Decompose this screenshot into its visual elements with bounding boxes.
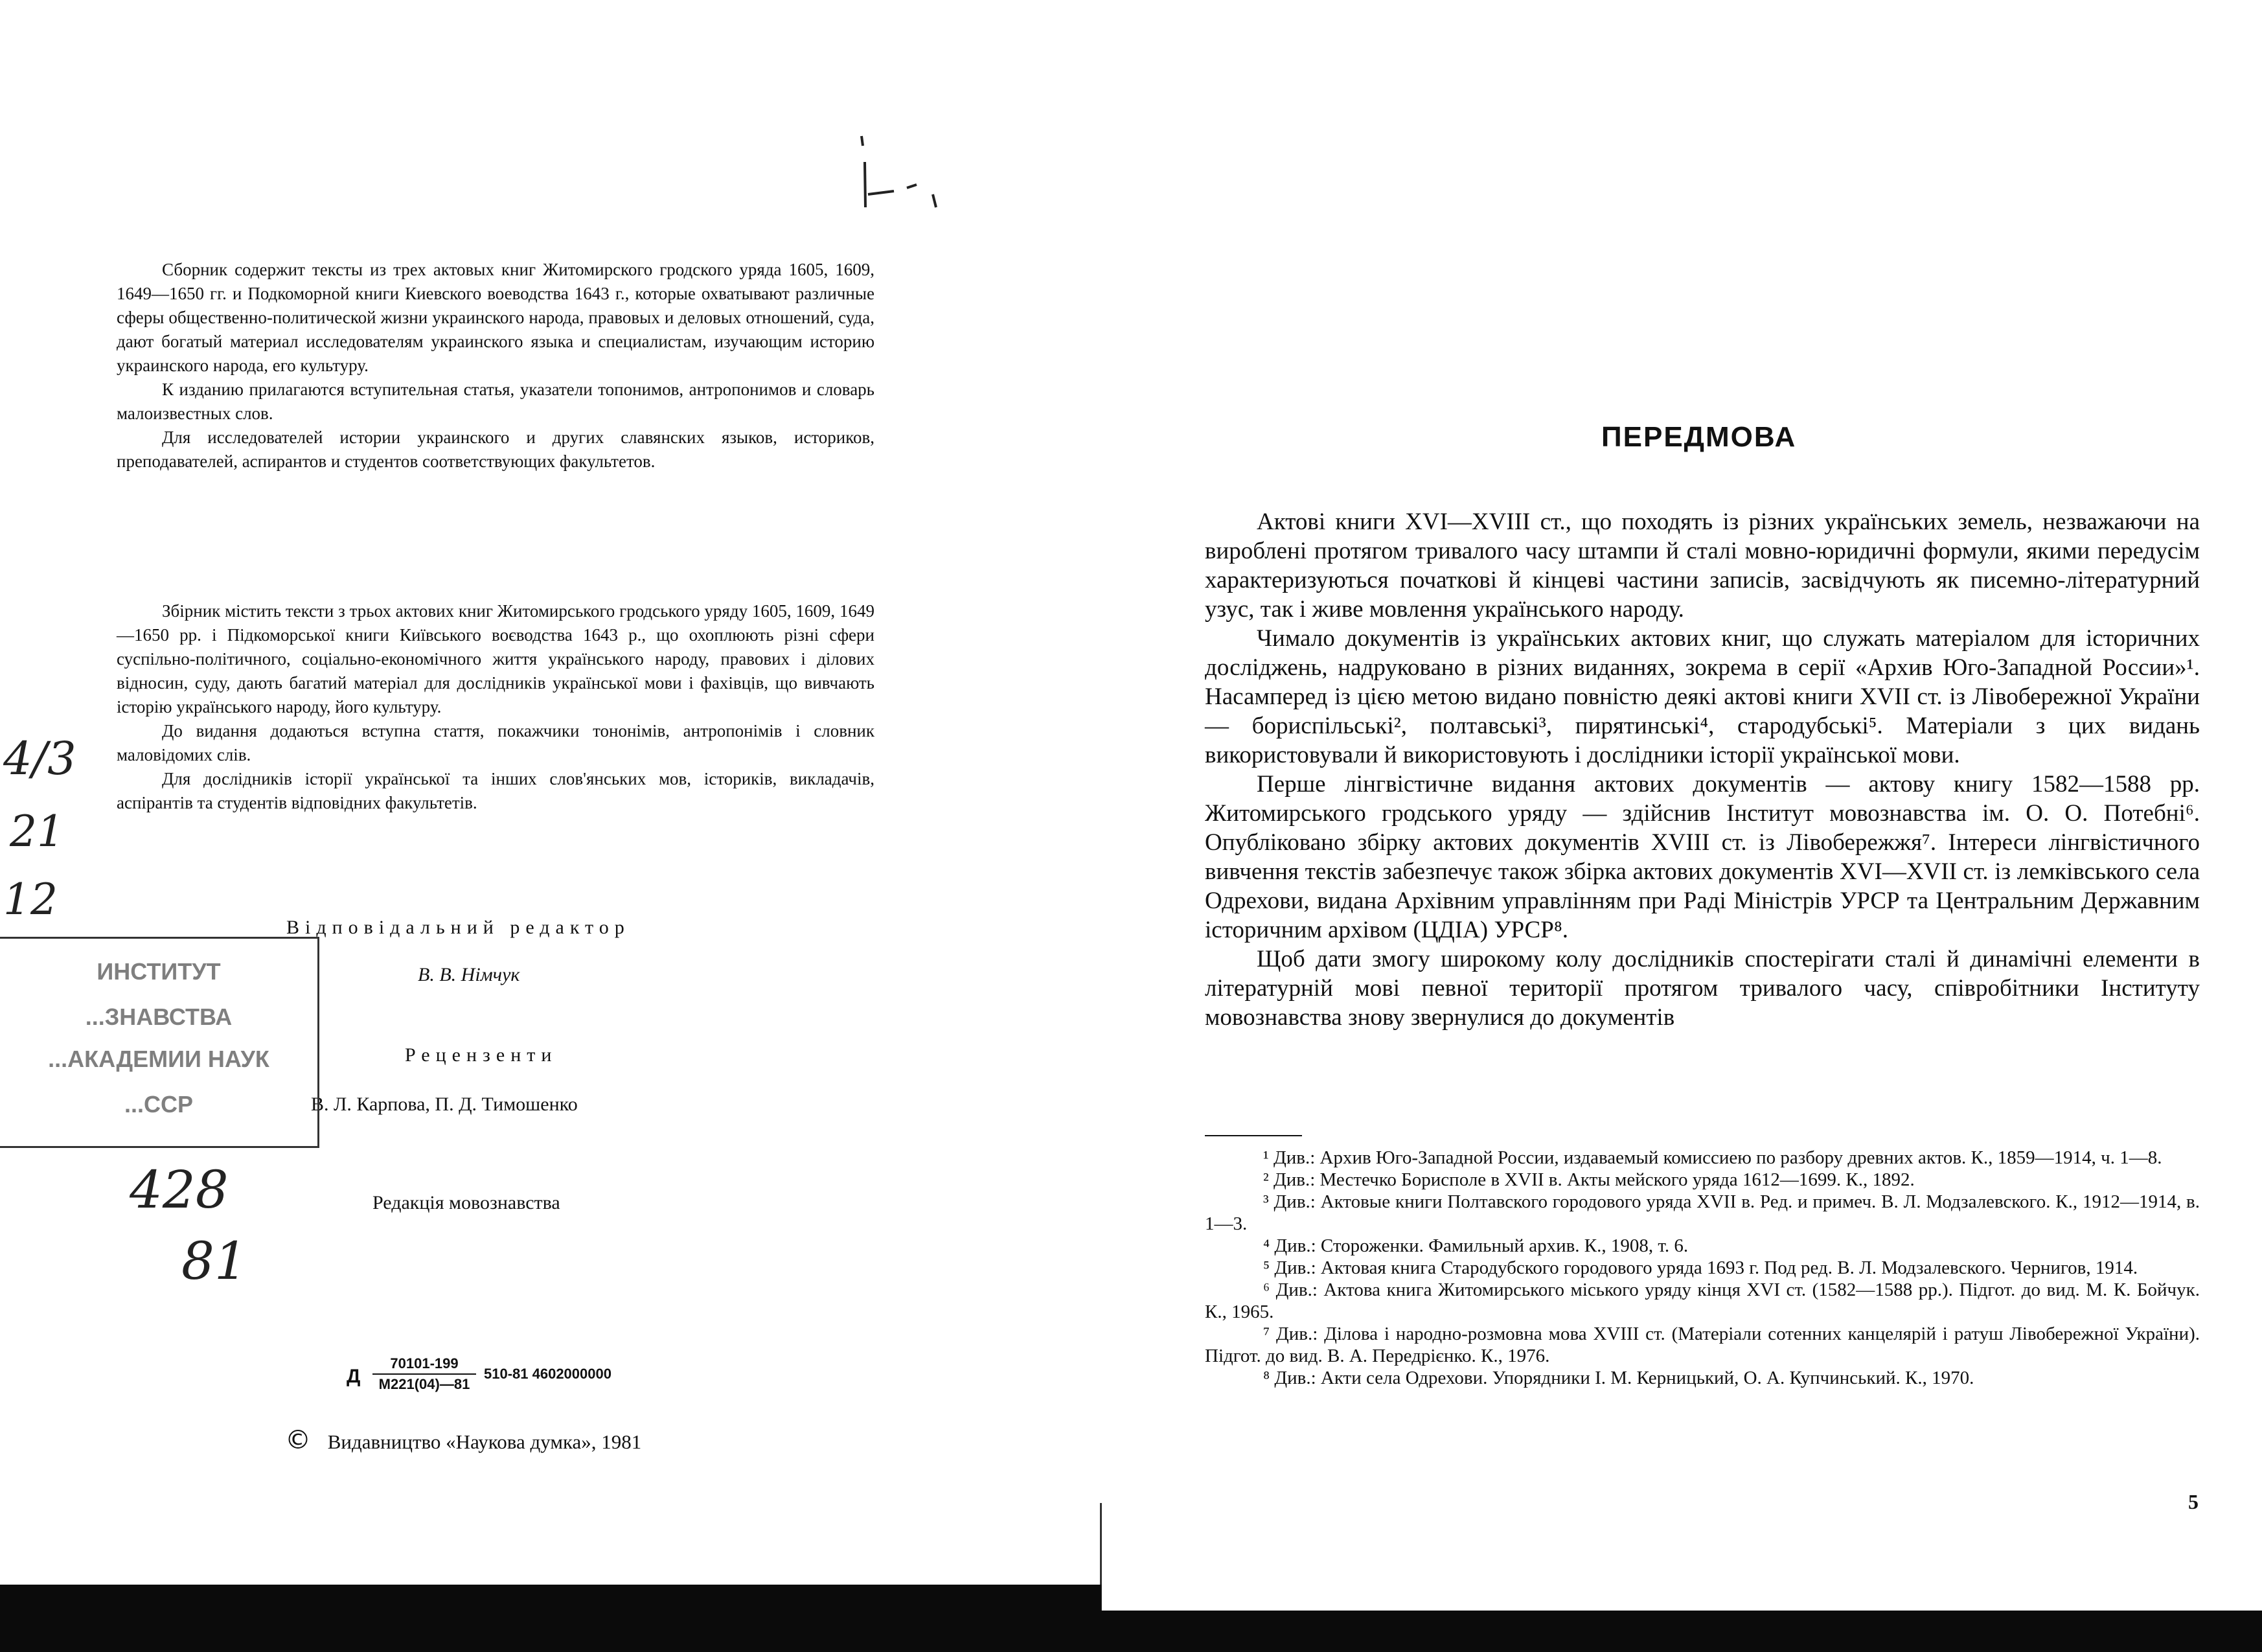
stamp-line: ...ССР	[124, 1091, 193, 1118]
preface-paragraph: Перше лінгвістичне видання актових документів — актову книгу 1582—1588 рр. Житомирського гродського уряду — здійснив Інститут мовознавства ім. О. О. Потебні⁶. Опубліковано збірку актових документів XVIII ст. із Лівобережжя⁷. Інтереси лінгвістичного вивчення текстів забезпечує також збірка актових документів XVI—XVII ст. із лемківського села Одрехови, видана Архівним управлінням при Раді Міністрів УРСР та Центральним Державним історичним архівом (ЦДІА) УРСР⁸.	[1205, 771, 2200, 943]
responsible-editor-label: Відповідальний редактор	[286, 917, 630, 938]
stamp-line: ...ЗНАВСТВА	[85, 1004, 233, 1030]
handwritten-mark: 21	[10, 807, 64, 856]
annotation-ru-paragraph: Сборник содержит тексты из трех актовых книг Житомирского гродского уряда 1605, 1609, 1649—1650 гг. и Подкоморной книги Киевского воеводства 1643 г., которые охватывают различные сферы общественно-политической жизни украинского народа, правовых и деловых отношений, суда, дают богатый материал исследователям украинского языка и специалистам, изучающим историю украинского народа, его культуру.	[117, 260, 874, 375]
annotation-uk-paragraph: Збірник містить тексти з трьох актових книг Житомирського гродського уряду 1605, 1609, 1649—1650 рр. і Підкоморської книги Київського воєводства 1643 р., що охоплюють різні сфери суспільно-політичного, соціально-економічного життя українського народу, правових і ділових відносин, суду, дають багатий матеріал для дослідників української мови і фахівців, що вивчають історію українського народу, його культуру.	[117, 601, 874, 717]
stamp-line: ...АКАДЕМИИ НАУК	[48, 1046, 269, 1072]
right-page	[1101, 0, 2262, 1652]
footnote-divider	[1205, 1135, 1302, 1136]
handwritten-mark: 12	[3, 875, 58, 924]
editorial-office: Редакція мовознавства	[372, 1192, 560, 1213]
annotation-ru-paragraph: К изданию прилагаются вступительная статья, указатели топонимов, антропонимов и словарь малоизвестных слов.	[117, 380, 874, 423]
reviewers-names: В. Л. Карпова, П. Д. Тимошенко	[311, 1094, 578, 1115]
handwritten-mark: 4/3	[3, 732, 76, 785]
footnote: ⁷ Див.: Ділова і народно-розмовна мова XVIII ст. (Матеріали сотенних канцелярій і ратуш Лівобережної України). Підгот. до вид. В. А. Передрієнко. К., 1976.	[1205, 1324, 2200, 1366]
annotation-ru-paragraph: Для исследователей истории украинского и других славянских языков, историков, преподавателей, аспирантов и студентов соответствующих факультетов.	[117, 428, 874, 471]
footnote: ⁶ Див.: Актова книга Житомирського міського уряду кінця XVI ст. (1582—1588 рр.). Підгот. до вид. М. К. Бойчук. К., 1965.	[1205, 1279, 2200, 1322]
catalog-code-numerator: 70101-199	[372, 1354, 476, 1375]
footnote: ⁵ Див.: Актовая книга Стародубского городового уряда 1693 г. Под ред. В. Л. Модзалевского. Чернигов, 1914.	[1263, 1257, 2138, 1278]
scan-shadow	[0, 1585, 1101, 1611]
preface-paragraph: Чимало документів із українських актових книг, що служать матеріалом для історичних досліджень, надруковано в різних виданнях, зокрема в серії «Архив Юго-Западной России»¹. Насамперед із цією метою видано повністю деякі актові книги XVII ст. із Лівобережної України — бориспільські², полтавські³, пирятинські⁴, стародубські⁵. Матеріали з цих видань використовували й використовують і дослідники історії української мови.	[1205, 625, 2200, 768]
footnote: ³ Див.: Актовые книги Полтавского городового уряда XVII в. Ред. и примеч. В. Л. Модзалевского. К., 1912—1914, в. 1—3.	[1205, 1191, 2200, 1234]
page-heading: ПЕРЕДМОВА	[1601, 421, 1797, 453]
scan-shadow	[0, 1611, 2262, 1652]
footnote: ⁴ Див.: Стороженки. Фамильный архив. К., 1908, т. 6.	[1263, 1235, 1689, 1256]
catalog-code-denominator: М221(04)—81	[378, 1376, 470, 1392]
handwritten-mark: 81	[181, 1231, 247, 1291]
preface-body	[1205, 507, 2200, 1032]
footnotes	[1205, 1147, 2200, 1389]
reviewers-label: Рецензенти	[405, 1044, 558, 1066]
catalog-code-fraction	[372, 1354, 476, 1394]
catalog-code-suffix: 510-81 4602000000	[484, 1366, 611, 1382]
annotation-ukrainian	[117, 599, 874, 815]
handwritten-mark: 428	[130, 1160, 229, 1220]
responsible-editor-name: В. В. Німчук	[418, 964, 520, 985]
annotation-uk-paragraph: Для дослідників історії української та інших слов'янських мов, істориків, викладачів, аспірантів та студентів відповідних факультетів.	[117, 769, 874, 812]
catalog-code-prefix: Д	[347, 1366, 361, 1387]
copyright-text: Видавництво «Наукова думка», 1981	[327, 1430, 642, 1453]
left-page	[0, 0, 1101, 1652]
preface-paragraph: Щоб дати змогу широкому колу дослідників спостерігати сталі й динамічні елементи в літературній мові певної території протягом тривалого часу, співробітники Інституту мовознавства знову звернулися до документів	[1205, 946, 2200, 1031]
annotation-russian	[117, 258, 874, 474]
page-number: 5	[2188, 1490, 2199, 1513]
preface-paragraph: Актові книги XVI—XVIII ст., що походять із різних українських земель, незважаючи на вироблені протягом тривалого часу штампи й сталі мовно-юридичні формули, якими передусім характеризуються початкові й кінцеві частини записів, засвідчують як писемно-літературний узус, так і живе мовлення українського народу.	[1205, 509, 2200, 623]
pencil-scribble-icon	[842, 123, 972, 227]
footnote: ¹ Див.: Архив Юго-Западной России, издаваемый комиссиею по разбору древних актов. К., 1859—1914, ч. 1—8.	[1263, 1147, 2162, 1168]
footnote: ² Див.: Местечко Борисполе в XVII в. Акты мейского уряда 1612—1699. К., 1892.	[1263, 1169, 1915, 1190]
library-stamp	[0, 937, 319, 1148]
stamp-line: ИНСТИТУТ	[97, 958, 221, 985]
annotation-uk-paragraph: До видання додаються вступна стаття, покажчики тононімів, антропонімів і словник маловідомих слів.	[117, 721, 874, 764]
footnote: ⁸ Див.: Акти села Одрехови. Упорядники І. М. Керницький, О. А. Купчинський. К., 1970.	[1263, 1368, 1974, 1388]
copyright-icon: ©	[285, 1425, 311, 1455]
copyright-line	[285, 1425, 641, 1455]
